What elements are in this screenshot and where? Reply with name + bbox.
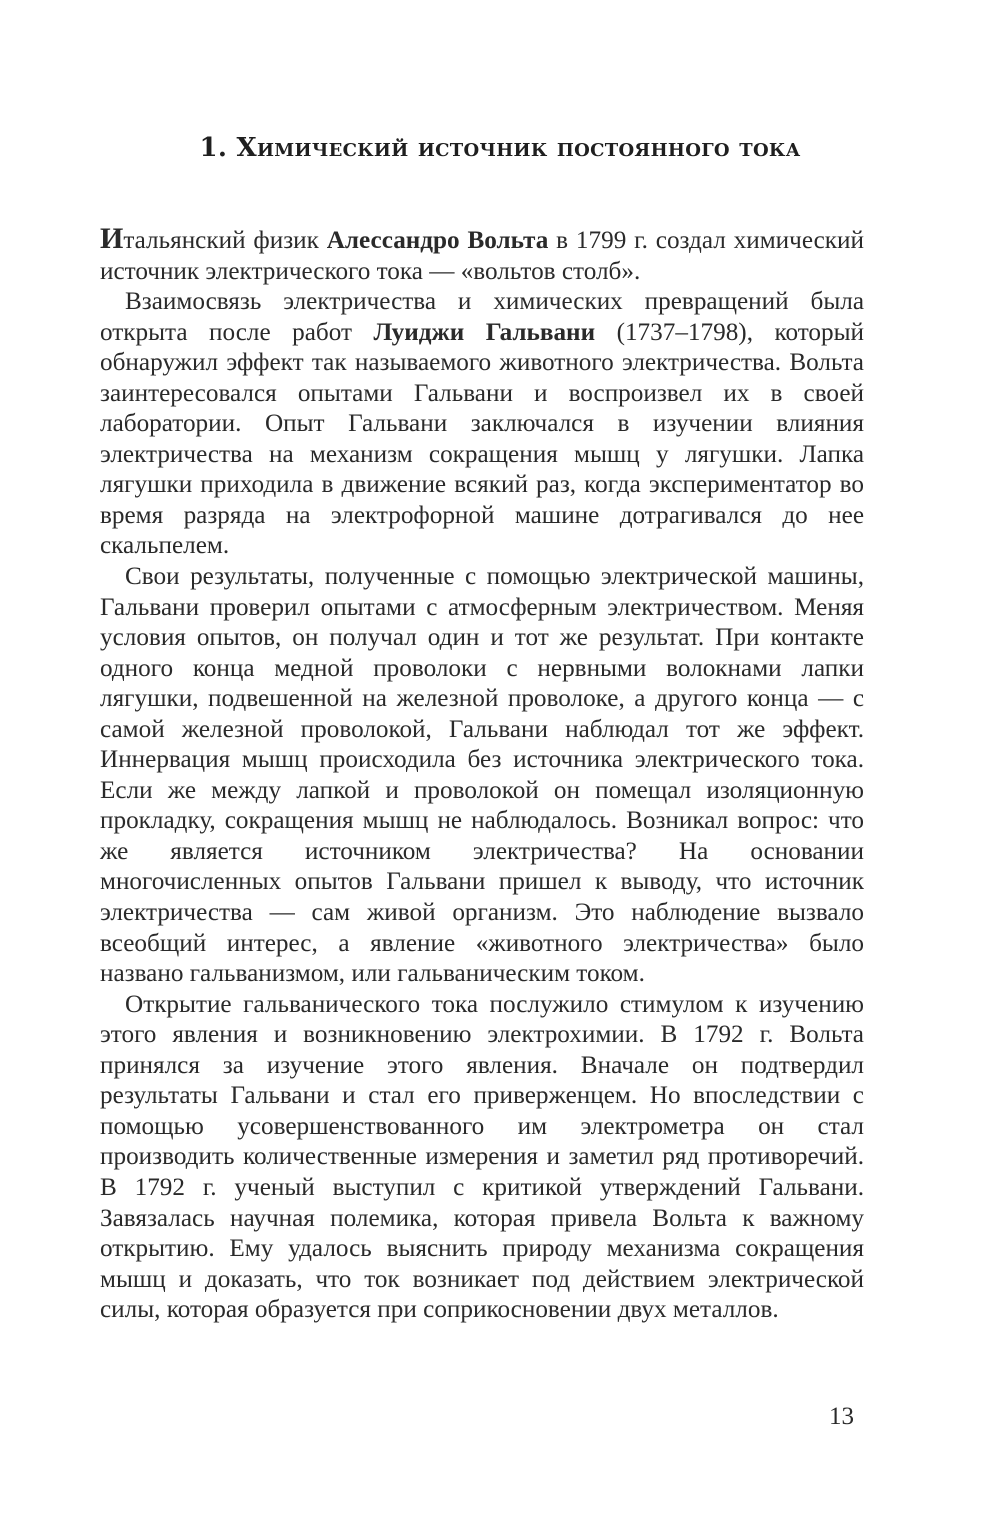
initial-letter: И	[100, 222, 124, 255]
paragraph-4: Открытие гальванического тока послужило стимулом к изучению этого явления и возникновению электрохимии. В 1792 г. Вольта принялся за изучение этого явления. Вначале он подтвердил результаты Гальвани и стал его приверженцем. Но впоследствии с помощью усовершенствованного им электрометра он стал производить количественные измерения и заметил ряд противоречий. В 1792 г. ученый выступил с критикой утверждений Гальвани. Завязалась научная полемика, которая привела Вольта к важному открытию. Ему удалось выяснить природу механизма сокращения мышц и доказать, что ток возникает под действием электрической силы, которая образуется при соприкосновении двух металлов.	[100, 990, 864, 1324]
page-number: 13	[829, 1403, 854, 1430]
paragraph-2	[100, 287, 864, 562]
name-volta: Алессандро Вольта	[326, 227, 549, 254]
body-text	[100, 224, 864, 1326]
chapter-title: 1. Химический источник постоянного тока	[199, 133, 801, 163]
paragraph-2-text-b: (1737–1798), который обнаружил эффект так называемого животного электричества. Вольта заинтересовался опытами Гальвани и воспроизвел их в своей лаборатории. Опыт Гальвани заключался в изучении влияния электричества на механизм сокращения мышц у лягушки. Лапка лягушки приходила в движение всякий раз, когда экспериментатор во время разряда на электрофорной машине дотрагивался до нее скальпелем.	[100, 318, 864, 560]
paragraph-1-text-a: тальянский физик	[123, 227, 327, 254]
name-galvani: Луиджи Гальвани	[373, 318, 596, 346]
paragraph-3: Свои результаты, полученные с помощью электрической машины, Гальвани проверил опытами с атмосферным электричеством. Меняя условия опытов, он получал один и тот же результат. При контакте одного конца медной проволоки с нервными волокнами лапки лягушки, подвешенной на железной проволоке, а другого конца — с самой железной проволокой, Гальвани наблюдал тот же эффект. Иннервация мышц происходила без источника электрического тока. Если же между лапкой и проволокой он помещал изоляционную прокладку, сокращения мышц не наблюдалось. Возникал вопрос: что же является источником электричества? На основании многочисленных опытов Гальвани пришел к выводу, что источник электричества — сам живой организм. Это наблюдение вызвало всеобщий интерес, а явление «животного электричества» было названо гальванизмом, или гальваническим током.	[100, 563, 864, 988]
paragraph-1	[100, 224, 864, 287]
paragraph-1-text-b: в 1799 г. создал химический источник электрического тока — «вольтов столб».	[100, 227, 865, 285]
paragraph-2-text-a: Взаимосвязь электричества и химических превращений была открыта после работ	[100, 288, 864, 346]
